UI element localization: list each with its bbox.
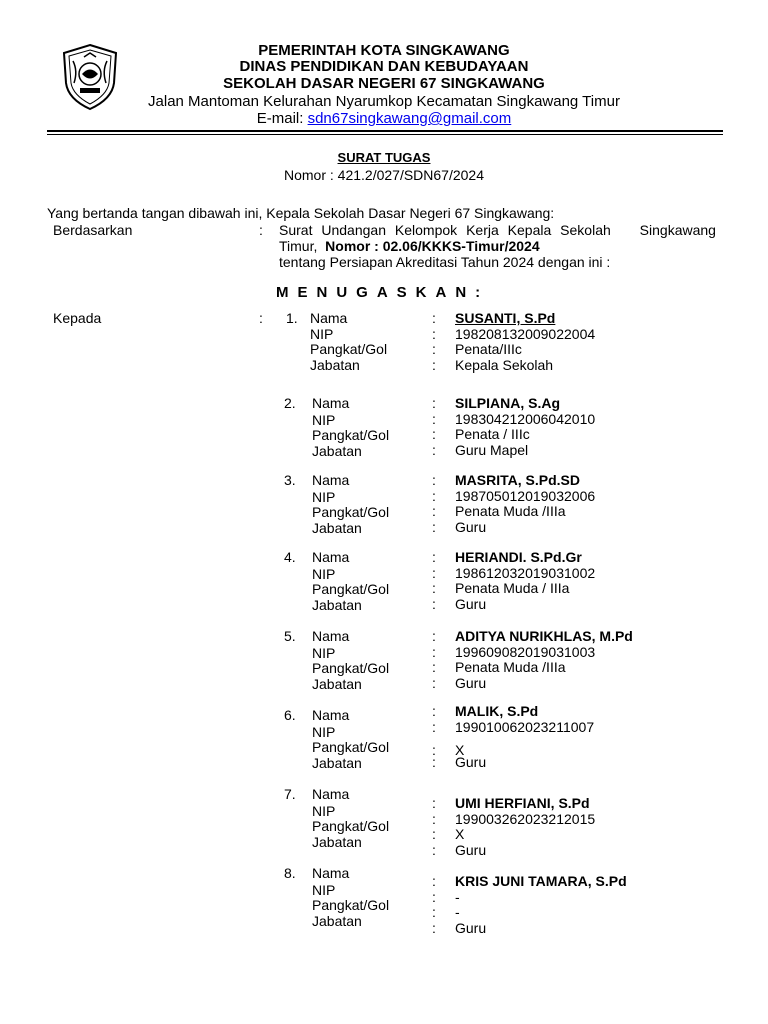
- field-label-jabatan: Jabatan: [312, 834, 362, 850]
- field-label-nip: NIP: [312, 882, 336, 898]
- assignee-number: 3.: [284, 472, 296, 488]
- assignee-number: 5.: [284, 628, 296, 644]
- field-label-nama: Nama: [312, 395, 350, 411]
- field-label-jabatan: Jabatan: [312, 520, 362, 536]
- field-label-pangkat: Pangkat/Gol: [312, 897, 390, 913]
- assignee-jabatan-value: Guru Mapel: [455, 442, 529, 458]
- assignee-number: 1.: [286, 310, 298, 326]
- field-colon: :: [432, 488, 436, 504]
- email-link[interactable]: sdn67singkawang@gmail.com: [307, 110, 512, 127]
- assignee-nip-value: 199003262023212015: [455, 811, 596, 827]
- field-label-nama: Nama: [312, 865, 350, 881]
- field-label-jabatan: Jabatan: [312, 676, 362, 692]
- field-colon: :: [432, 395, 436, 411]
- field-colon: :: [432, 628, 436, 644]
- field-colon: :: [432, 426, 436, 442]
- field-label-nama: Nama: [312, 628, 350, 644]
- field-colon: :: [432, 472, 436, 488]
- field-colon: :: [432, 519, 436, 535]
- field-colon: :: [432, 442, 436, 458]
- reference-number: Nomor : 02.06/KKKS-Timur/2024: [325, 238, 540, 254]
- field-label-pangkat: Pangkat/Gol: [312, 427, 390, 443]
- berdasarkan-line-1: [279, 222, 716, 238]
- assignee-number: 2.: [284, 395, 296, 411]
- field-colon: :: [432, 675, 436, 691]
- field-colon: :: [432, 596, 436, 612]
- field-colon: :: [432, 742, 436, 758]
- word: Undangan: [321, 222, 386, 238]
- field-colon: :: [432, 659, 436, 675]
- field-colon: :: [432, 644, 436, 660]
- field-colon: :: [432, 357, 436, 373]
- berdasarkan-colon: :: [259, 222, 263, 238]
- field-label-nip: NIP: [312, 724, 336, 740]
- letterhead-divider-thin: [47, 134, 723, 135]
- assignee-jabatan-value: Guru: [455, 920, 487, 936]
- assignee-pangkat-value: X: [455, 742, 465, 758]
- letter-number: Nomor : 421.2/027/SDN67/2024: [283, 167, 484, 183]
- field-label-jabatan: Jabatan: [310, 357, 360, 373]
- field-label-jabatan: Jabatan: [312, 597, 362, 613]
- word: Surat: [279, 222, 313, 238]
- kepada-label: Kepada: [53, 310, 102, 326]
- assignee-nama-value: ADITYA NURIKHLAS, M.Pd: [455, 628, 633, 644]
- field-colon: :: [432, 811, 436, 827]
- word: Timur,: [279, 238, 318, 254]
- field-colon: :: [432, 565, 436, 581]
- field-colon: :: [432, 920, 436, 936]
- intro-text: Yang bertanda tangan dibawah ini, Kepala Sekolah Dasar Negeri 67 Singkawang:: [47, 205, 555, 221]
- assignee-jabatan-value: Guru: [455, 675, 487, 691]
- berdasarkan-line-3: tentang Persiapan Akreditasi Tahun 2024 dengan ini :: [279, 254, 611, 270]
- word: Kelompok: [394, 222, 458, 238]
- field-label-nip: NIP: [312, 566, 336, 582]
- field-label-nama: Nama: [312, 707, 350, 723]
- field-colon: :: [432, 889, 436, 905]
- field-colon: :: [432, 826, 436, 842]
- assignee-pangkat-value: Penata Muda /IIIa: [455, 659, 566, 675]
- field-colon: :: [432, 754, 436, 770]
- assignee-jabatan-value: Guru: [455, 842, 487, 858]
- berdasarkan-label: Berdasarkan: [53, 222, 133, 238]
- assignee-jabatan-value: Guru: [455, 596, 487, 612]
- assignee-pangkat-value: Penata Muda / IIIa: [455, 580, 570, 596]
- field-label-nama: Nama: [312, 472, 350, 488]
- letterhead-school: SEKOLAH DASAR NEGERI 67 SINGKAWANG: [223, 75, 545, 92]
- field-colon: :: [432, 503, 436, 519]
- field-label-nip: NIP: [310, 326, 334, 342]
- field-colon: :: [432, 904, 436, 920]
- assignee-nama-value: UMI HERFIANI, S.Pd: [455, 795, 590, 811]
- field-label-jabatan: Jabatan: [312, 443, 362, 459]
- assignee-number: 6.: [284, 707, 296, 723]
- field-label-nip: NIP: [312, 803, 336, 819]
- field-colon: :: [432, 842, 436, 858]
- assignee-jabatan-value: Guru: [455, 754, 487, 770]
- assignee-nama-value: KRIS JUNI TAMARA, S.Pd: [455, 873, 627, 889]
- letter-title: SURAT TUGAS: [337, 150, 431, 165]
- assignee-number: 8.: [284, 865, 296, 881]
- field-label-pangkat: Pangkat/Gol: [312, 581, 390, 597]
- field-label-pangkat: Pangkat/Gol: [312, 660, 390, 676]
- field-colon: :: [432, 549, 436, 565]
- assignee-pangkat-value: X: [455, 826, 465, 842]
- field-label-nama: Nama: [312, 549, 350, 565]
- letterhead-address: Jalan Mantoman Kelurahan Nyarumkop Kecamatan Singkawang Timur: [148, 93, 620, 110]
- assignee-nip-value: 199609082019031003: [455, 644, 596, 660]
- field-colon: :: [432, 341, 436, 357]
- field-label-pangkat: Pangkat/Gol: [312, 818, 390, 834]
- field-colon: :: [432, 703, 436, 719]
- field-label-pangkat: Pangkat/Gol: [310, 341, 388, 357]
- assignee-pangkat-value: Penata Muda /IIIa: [455, 503, 566, 519]
- field-label-nama: Nama: [312, 786, 350, 802]
- email-label: E-mail:: [256, 110, 308, 127]
- field-label-nip: NIP: [312, 645, 336, 661]
- word: Kerja: [466, 222, 499, 238]
- assignee-nama-value: MASRITA, S.Pd.SD: [455, 472, 580, 488]
- assignee-pangkat-value: -: [455, 904, 460, 920]
- assignee-nama-value: HERIANDI. S.Pd.Gr: [455, 549, 582, 565]
- assignee-nip-value: 198304212006042010: [455, 411, 596, 427]
- word: Singkawang: [639, 222, 716, 238]
- assignee-number: 7.: [284, 786, 296, 802]
- field-colon: :: [432, 795, 436, 811]
- letterhead-email-line: [0, 111, 768, 127]
- assignee-nip-value: 198208132009022004: [455, 326, 596, 342]
- assignee-nip-value: -: [455, 889, 460, 905]
- field-label-nama: Nama: [310, 310, 348, 326]
- letterhead-department: DINAS PENDIDIKAN DAN KEBUDAYAAN: [239, 58, 529, 75]
- assignee-nama-value: MALIK, S.Pd: [455, 703, 539, 719]
- assignee-pangkat-value: Penata / IIIc: [455, 426, 530, 442]
- letterhead-government: PEMERINTAH KOTA SINGKAWANG: [258, 42, 510, 59]
- letterhead-divider-thick: [47, 130, 723, 132]
- assignee-nip-value: 198705012019032006: [455, 488, 596, 504]
- field-colon: :: [432, 580, 436, 596]
- field-colon: :: [432, 326, 436, 342]
- field-colon: :: [432, 719, 436, 735]
- word: Kepala: [507, 222, 552, 238]
- field-colon: :: [432, 411, 436, 427]
- field-label-nip: NIP: [312, 489, 336, 505]
- kepada-colon: :: [259, 310, 263, 326]
- assignee-jabatan-value: Guru: [455, 519, 487, 535]
- assignee-number: 4.: [284, 549, 296, 565]
- assignee-jabatan-value: Kepala Sekolah: [455, 357, 554, 373]
- field-label-pangkat: Pangkat/Gol: [312, 504, 390, 520]
- menugaskan-heading: MENUGASKAN:: [276, 284, 490, 301]
- assignee-nama-value: SUSANTI, S.Pd: [455, 310, 556, 326]
- assignee-nip-value: 199010062023211007: [455, 719, 595, 735]
- field-label-pangkat: Pangkat/Gol: [312, 739, 390, 755]
- field-colon: :: [432, 873, 436, 889]
- field-label-jabatan: Jabatan: [312, 913, 362, 929]
- assignee-nip-value: 198612032019031002: [455, 565, 596, 581]
- field-colon: :: [432, 310, 436, 326]
- field-label-jabatan: Jabatan: [312, 755, 362, 771]
- word: Sekolah: [560, 222, 611, 238]
- berdasarkan-line-2: [279, 238, 540, 254]
- assignee-nama-value: SILPIANA, S.Ag: [455, 395, 561, 411]
- assignee-pangkat-value: Penata/IIIc: [455, 341, 522, 357]
- field-label-nip: NIP: [312, 412, 336, 428]
